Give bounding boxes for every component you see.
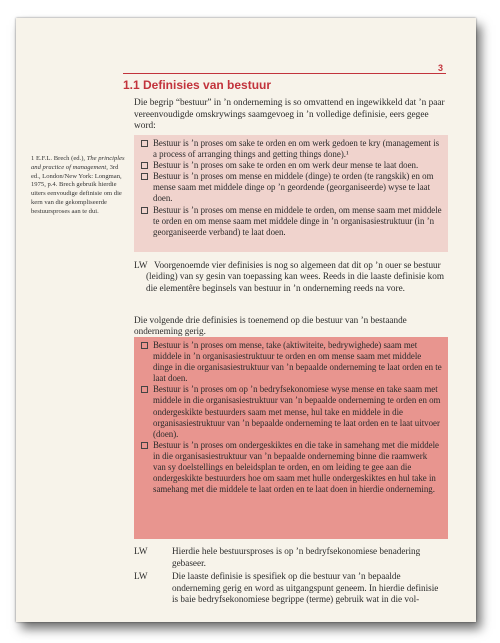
definition-item: Bestuur is ’n proses om mense en middele te orden, om mense saam met middele te orden en om mense saam met middele dinge in ’n organisasiestruktuur (in ’n georganiseerde verband) te laat doen. bbox=[140, 205, 442, 238]
footnote-book-title: The principles and practice of management, bbox=[31, 155, 125, 171]
section-heading: 1.1 Definisies van bestuur bbox=[123, 78, 272, 92]
checkbox-square-icon bbox=[141, 442, 148, 449]
page-number: 3 bbox=[438, 63, 444, 73]
footnote-lead: 1 E.F.L. Brech (ed.), bbox=[31, 155, 86, 162]
checkbox-square-icon bbox=[141, 140, 148, 147]
transition-paragraph: Die volgende drie definisies is toenemend op die bestuur van ’n bestaande onderneming gerig. bbox=[134, 315, 407, 337]
definition-item: Bestuur is ’n proses om sake te orden en om werk gedoen te kry (management is a process of arranging things and getting things done).¹ bbox=[140, 138, 442, 160]
intro-paragraph: Die begrip “bestuur” in ’n onderneming is so omvattend en ingewikkeld dat ’n paar vereenvoudigde omskrywings saamgevoeg in ’n volledige definisie, eers gegee word: bbox=[134, 98, 445, 132]
checkbox-square-icon bbox=[141, 173, 148, 180]
footnote-details: 3rd ed., London/New York: Longman, 1975, p.4. Brech gebruik hierdie uiters eenvoudige definisie om die kern van die gekompliseerde bestuursproses aan te dui. bbox=[31, 163, 122, 215]
checkbox-square-icon bbox=[141, 342, 148, 349]
definition-item: Bestuur is ’n proses om mense en middele (dinge) te orden (te rangskik) en om mense saam met middele dinge op ’n geordende (georganiseerde) wyse te laat doen. bbox=[140, 171, 442, 204]
lw-tag: LW bbox=[134, 546, 148, 556]
lw-note-text: Die laaste definisie is spesifiek op die bestuur van ’n bepaalde onderneming gerig en word as uitgangspunt geneem. In hierdie definisie is baie bedryfsekonomiese begrippe (terme) gebruik wat in die vol- bbox=[172, 571, 439, 605]
checkbox-square-icon bbox=[141, 386, 148, 393]
definition-item: Bestuur is ’n proses om sake te orden en om werk deur mense te laat doen. bbox=[140, 160, 442, 171]
checkbox-square-icon bbox=[141, 207, 148, 214]
lw-note-3 bbox=[134, 571, 446, 606]
definitions-box-enterprise bbox=[134, 337, 448, 539]
definitions-box-general bbox=[134, 135, 448, 252]
lw-tag: LW bbox=[134, 571, 148, 581]
definition-item: Bestuur is ’n proses om ondergeskiktes en die take in samehang met die middele in die organisasiestruktuur van ’n bepaalde onderneming binne die raamwerk van sy doelstellings en beleidsplan te orden, en om leiding te gee aan die ondergeskikte bestuurders hoe om saam met hulle ondergeskiktes en hul take in samehang met die middele te laat orden en te laat doen in hierdie onderneming. bbox=[140, 440, 442, 495]
definition-list bbox=[134, 135, 448, 238]
footnote bbox=[31, 155, 127, 217]
lw-note-1 bbox=[134, 260, 448, 294]
checkbox-square-icon bbox=[141, 162, 148, 169]
lw-note-2 bbox=[134, 546, 446, 569]
definition-item: Bestuur is ’n proses om op ’n bedryfsekonomiese wyse mense en take saam met middele in die organisasiestruktuur van ’n bepaalde onderneming te orden en om ondergeskikte bestuurders saam met mense, hul take en middele in die organisasiestruktuur van ’n bepaalde onderneming te laat orden en te laat uitvoer (doen). bbox=[140, 384, 442, 439]
heading-rule bbox=[123, 73, 446, 74]
lw-note-text: Hierdie hele bestuursproses is op ’n bedryfsekonomiese benadering gebaseer. bbox=[172, 546, 421, 568]
definition-list bbox=[134, 337, 448, 495]
lw-note-text: Voorgenoemde vier definisies is nog so algemeen dat dit op ’n ouer se bestuur (leiding) van sy gesin van toepassing kan wees. Reeds in die laaste definisie kom die elementêre beginsels van bestuur in ’n onderneming reeds na vore. bbox=[146, 260, 445, 293]
lw-tag: LW bbox=[134, 260, 148, 270]
definition-item: Bestuur is ’n proses om mense, take (aktiwiteite, bedrywighede) saam met middele in ’n organisasiestruktuur te orden en om mense saam met middele dinge in die organisasiestruktuur van ’n bepaalde onderneming te laat orden en te laat doen. bbox=[140, 340, 442, 384]
